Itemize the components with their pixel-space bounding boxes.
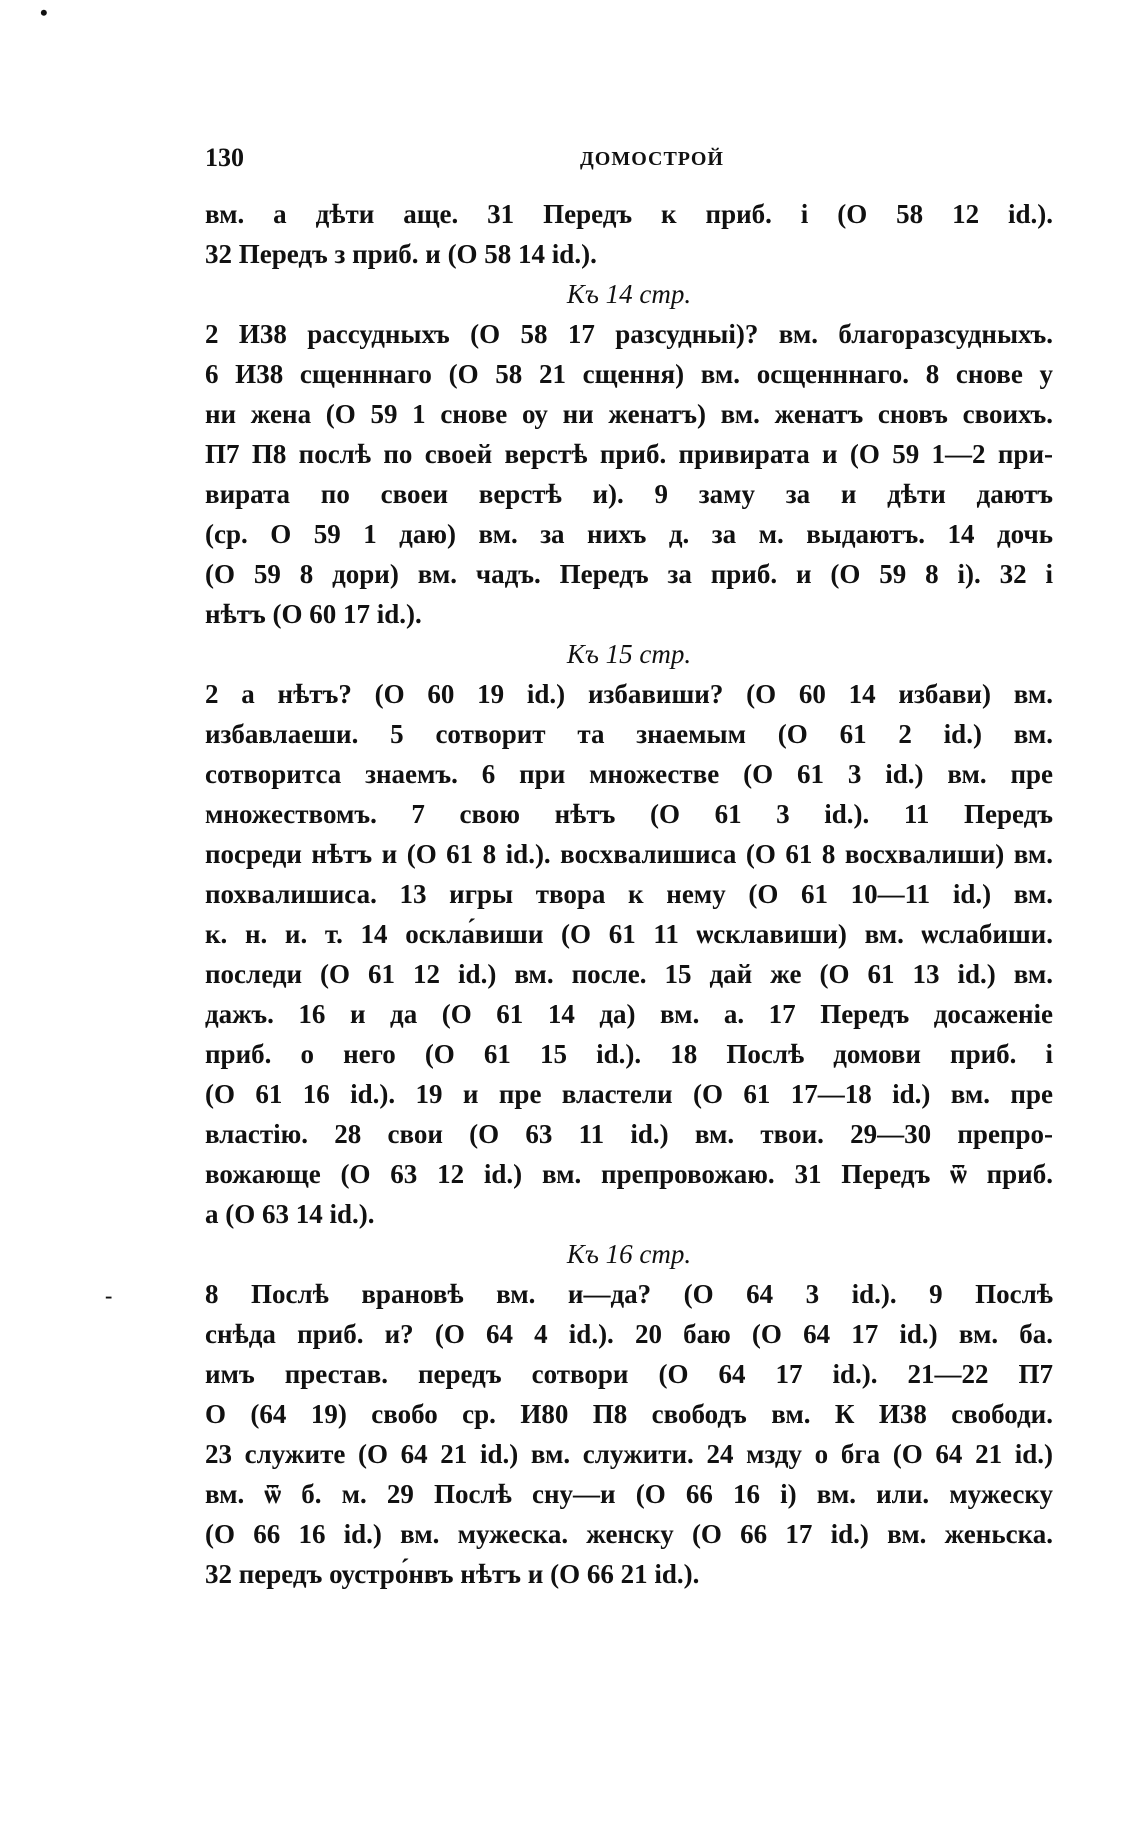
text-line: 32 Передъ з приб. и (О 58 14 id.). (205, 239, 597, 269)
text-line: 2 И38 рассудныхъ (О 58 17 разсудныі)? вм. благоразсудныхъ. (205, 319, 1053, 349)
text-line: снѣда приб. и? (О 64 4 id.). 20 баю (О 64 17 id.) вм. ба. (205, 1319, 1053, 1349)
text-line: 6 И38 сщенннаго (О 58 21 сщення) вм. осщенннаго. 8 снове у (205, 359, 1053, 389)
margin-dot: • (40, 0, 48, 25)
text-line: 2 а нѣтъ? (О 60 19 id.) избавиши? (О 60 14 избави) вм. (205, 679, 1053, 709)
text-line: вм. ѿ б. м. 29 Послѣ сну—и (О 66 16 і) вм. или. мужеску (205, 1479, 1053, 1509)
text-line: властію. 28 свои (О 63 11 id.) вм. твои. 29—30 препро- (205, 1119, 1053, 1149)
text-line: посреди нѣтъ и (О 61 8 id.). восхвалишиса (О 61 8 восхвалиши) вм. (205, 839, 1053, 869)
text-line: П7 П8 послѣ по своей верстѣ приб. привирата и (О 59 1—2 при- (205, 439, 1053, 469)
text-line: (О 59 8 дори) вм. чадъ. Передъ за приб. и (О 59 8 і). 32 і (205, 559, 1053, 589)
text-line: ни жена (О 59 1 снове оу ни женатъ) вм. женатъ сновъ своихъ. (205, 399, 1053, 429)
text-line: вожающе (О 63 12 id.) вм. препровожаю. 31 Передъ ѿ приб. (205, 1159, 1053, 1189)
text-line: а (О 63 14 id.). (205, 1199, 375, 1229)
text-line: избавлаеши. 5 сотворит та знаемым (О 61 2 id.) вм. (205, 719, 1053, 749)
text-line: 32 передъ оустро́нвъ нѣтъ и (О 66 21 id.). (205, 1559, 700, 1589)
commentary-text (205, 194, 1053, 1594)
text-line: сотворитса знаемъ. 6 при множестве (О 61 3 id.) вм. пре (205, 759, 1053, 789)
text-line: 23 служите (О 64 21 id.) вм. служити. 24 мзду о бга (О 64 21 id.) (205, 1439, 1053, 1469)
running-head: ДОМОСТРОЙ (580, 148, 724, 170)
text-line: дажъ. 16 и да (О 61 14 да) вм. а. 17 Передъ досаженіе (205, 999, 1053, 1029)
text-line: вирата по своеи верстѣ и). 9 заму за и дѣти даютъ (205, 479, 1053, 509)
section-heading: Къ 16 стр. (566, 1239, 692, 1269)
text-line: (ср. О 59 1 даю) вм. за нихъ д. за м. выдаютъ. 14 дочь (205, 519, 1053, 549)
text-line: последи (О 61 12 id.) вм. после. 15 дай же (О 61 13 id.) вм. (205, 959, 1053, 989)
text-line: к. н. и. т. 14 оскла́виши (О 61 11 ѡсклавиши) вм. ѡслабиши. (205, 919, 1053, 949)
text-line: множествомъ. 7 свою нѣтъ (О 61 3 id.). 11 Передъ (205, 799, 1053, 829)
text-line: имъ престав. передъ сотвори (О 64 17 id.). 21—22 П7 (205, 1359, 1053, 1389)
text-line: (О 66 16 id.) вм. мужеска. женску (О 66 17 id.) вм. женьска. (205, 1519, 1053, 1549)
section-heading: Къ 15 стр. (566, 639, 692, 669)
margin-dash: - (105, 1283, 113, 1308)
text-line: 8 Послѣ врановѣ вм. и—да? (О 64 3 id.). 9 Послѣ (205, 1279, 1053, 1309)
text-line: вм. а дѣти аще. 31 Передъ к приб. і (О 58 12 id.). (205, 199, 1053, 229)
text-line: приб. о него (О 61 15 id.). 18 Послѣ домови приб. і (205, 1039, 1053, 1069)
page-number: 130 (205, 143, 244, 172)
text-line: нѣтъ (О 60 17 id.). (205, 599, 422, 629)
text-line: О (64 19) свобо ср. И80 П8 свободъ вм. К И38 свободи. (205, 1399, 1053, 1429)
text-line: похвалишиса. 13 игры твора к нему (О 61 10—11 id.) вм. (205, 879, 1053, 909)
text-line: (О 61 16 id.). 19 и пре властели (О 61 17—18 id.) вм. пре (205, 1079, 1053, 1109)
section-heading: Къ 14 стр. (566, 279, 692, 309)
